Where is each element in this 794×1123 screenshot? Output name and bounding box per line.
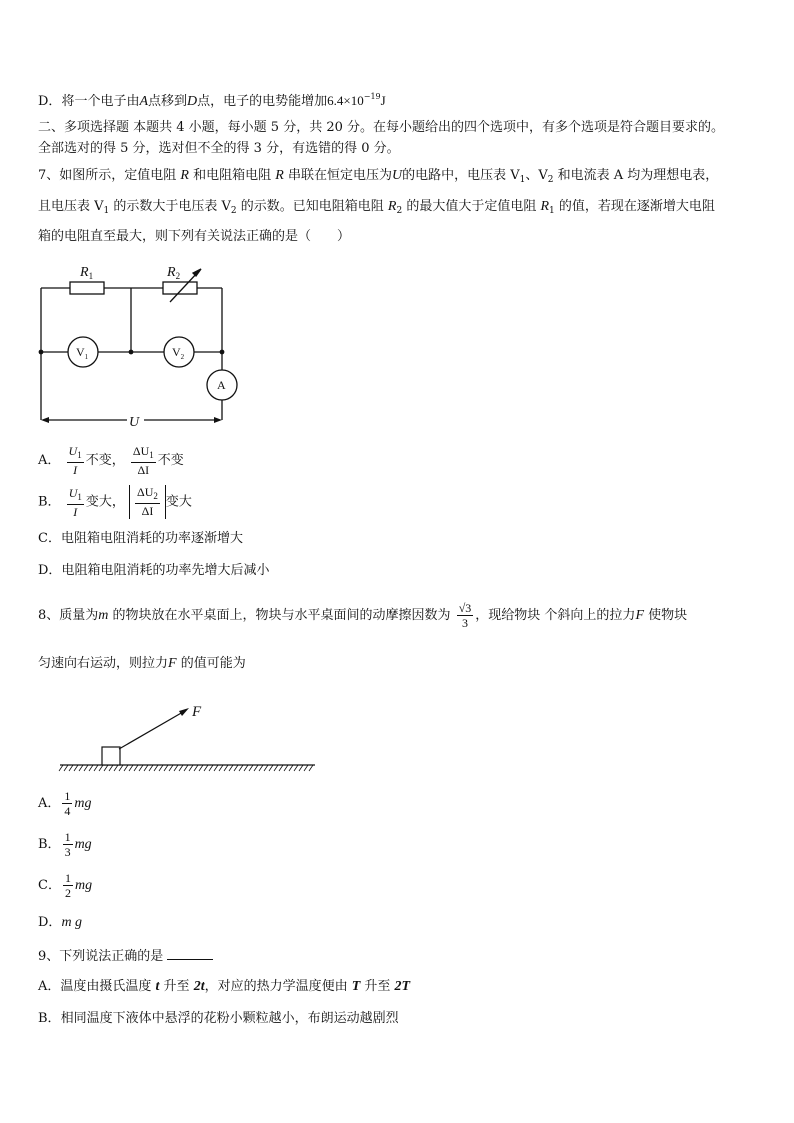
svg-text:F: F: [192, 704, 202, 720]
q7-stem-line-1: 7、如图所示，定值电阻 R 和电阻箱电阻 R 串联在恒定电压为U的电路中，电压表 $V_1$、$V_2$ 和电流表 A 均为理想电表，: [38, 168, 719, 185]
svg-text:R1: $R_1$: [80, 265, 94, 281]
friction-coefficient-fraction: $\frac{√3}{3}$: [458, 601, 472, 630]
q8-option-c: C． $\frac{1}{2}$ mg: [38, 871, 93, 900]
block: [102, 747, 120, 765]
section-2-line-2: 全部选对的得 5 分，选对但不全的得 3 分，有选错的得 0 分。: [38, 141, 400, 156]
svg-text:R2: $R_2$: [167, 265, 181, 281]
q9-stem: 9、下列说法正确的是: [38, 947, 213, 966]
q8-stem-line-2: 匀速向右运动，则拉力F 的值可能为: [38, 656, 246, 671]
q6-option-d: D．将一个电子由A点移到D点，电子的电势能增加$6.4\times 10^{-19}J$: [38, 92, 386, 109]
svg-text:V2: $V_2$: [172, 345, 185, 361]
q8-option-a: A． $\frac{1}{4}$ mg: [38, 789, 92, 818]
q7-option-b: B． $\frac{U_1}{I}$ 变大， $\frac{\Delta U_2}{\Delta I}$ 变大: [38, 485, 192, 519]
q7-stem-line-2: 且电压表 $V_1$ 的示数大于电压表 $V_2$ 的示数。已知电阻箱电阻 $R_2$ 的最大值大于定值电阻 $R_1$ 的值，若现在逐渐增大电阻: [38, 199, 715, 216]
answer-blank: [167, 947, 213, 960]
q8-stem-line-1: 8、质量为m 的物块放在水平桌面上，物块与水平桌面间的动摩擦因数为 $\frac{√3}{3}$ ，现给物块 个斜向上的拉力F 使物块: [38, 601, 688, 630]
svg-text:U: U: [129, 415, 140, 430]
resistor-r1: [70, 282, 104, 294]
q7-option-a: A． $\frac{U_1}{I}$ 不变， $\frac{\Delta U_1}{\Delta I}$ 不变: [38, 444, 184, 477]
q8-option-b: B． $\frac{1}{3}$ mg: [38, 830, 92, 859]
svg-text:V1: $V_1$: [76, 345, 89, 361]
q7-option-d: D．电阻箱电阻消耗的功率先增大后减小: [38, 563, 270, 578]
svg-text:A: A: [217, 378, 226, 392]
q7-stem-line-3: 箱的电阻直至最大，则下列有关说法正确的是（ ）: [38, 229, 351, 244]
q8-option-d: D．m g: [38, 915, 83, 930]
q7-circuit-diagram: [30, 258, 250, 430]
q9-option-b: B．相同温度下液体中悬浮的花粉小颗粒越小，布朗运动越剧烈: [38, 1011, 399, 1026]
q9-option-a: A．温度由摄氏温度 t 升至 2t，对应的热力学温度便由 T 升至 2T: [38, 979, 411, 994]
q8-force-diagram: [55, 698, 320, 776]
section-2-line-1: 二、多项选择题 本题共 4 小题，每小题 5 分，共 20 分。在每小题给出的四个选项中，有多个选项是符合题目要求的。: [38, 120, 725, 135]
q7-option-c: C．电阻箱电阻消耗的功率逐渐增大: [38, 531, 243, 546]
